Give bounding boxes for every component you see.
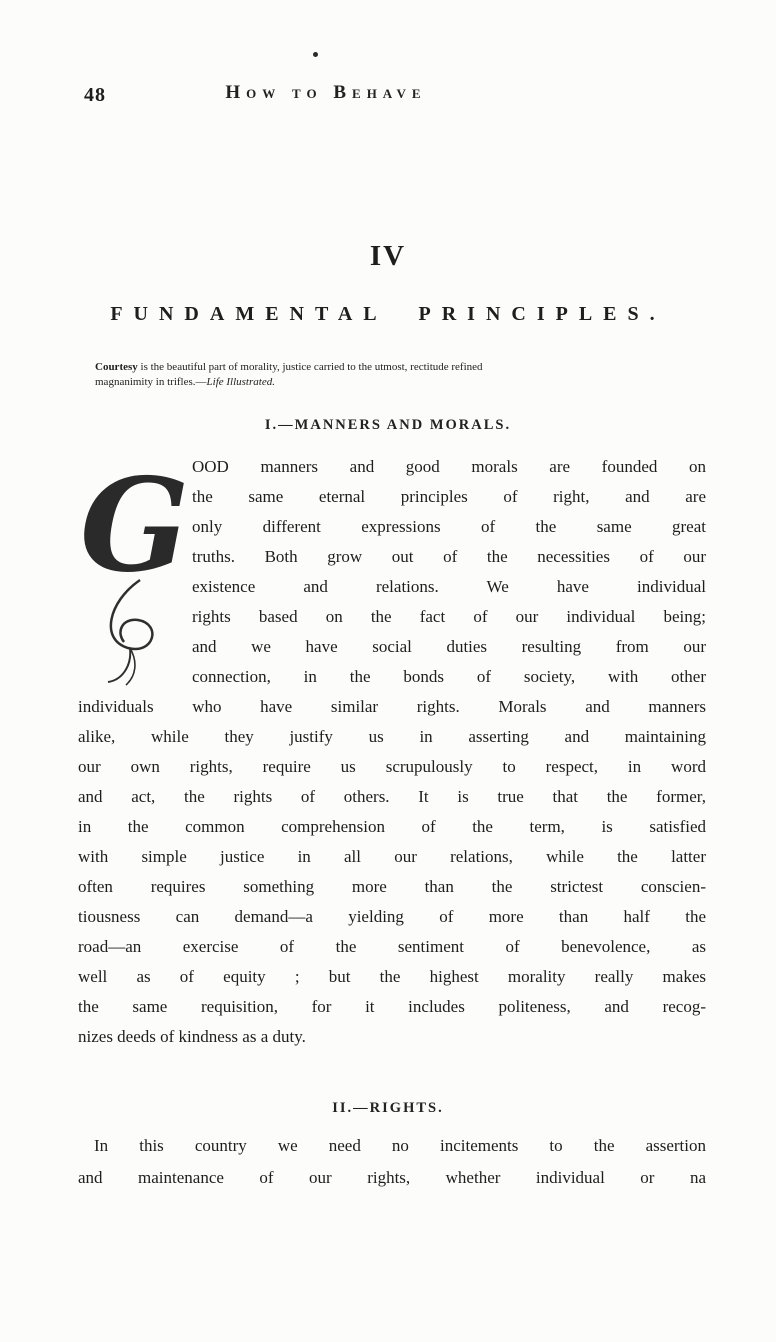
- text-line: the same requisition, for it includes politeness, and recog-: [78, 997, 706, 1016]
- epigraph-source: Life Illustrated.: [206, 376, 275, 388]
- opening-paragraph: [78, 452, 706, 1052]
- section-heading-rights: II.—RIGHTS.: [332, 1100, 444, 1116]
- text-line: and we have social duties resulting from our: [192, 637, 706, 656]
- chapter-title: FUNDAMENTAL PRINCIPLES.: [110, 303, 666, 325]
- text-line: in the common comprehension of the term, is satisfied: [78, 817, 706, 836]
- text-line: OOD manners and good morals are founded on: [192, 457, 706, 476]
- running-header: How to Behave: [225, 82, 427, 103]
- epigraph-line1: is the beautiful part of morality, justice carried to the utmost, rectitude refined: [137, 361, 483, 373]
- text-line: well as of equity ; but the highest morality really makes: [78, 967, 706, 986]
- text-line: often requires something more than the strictest conscien-: [78, 877, 706, 896]
- text-line: and act, the rights of others. It is true that the former,: [78, 787, 706, 806]
- drop-cap-engraving-icon: [78, 452, 186, 690]
- text-line: the same eternal principles of right, and are: [192, 487, 706, 506]
- ink-speck: [313, 52, 318, 57]
- page-number: 48: [84, 84, 106, 106]
- text-line: individuals who have similar rights. Morals and manners: [78, 697, 706, 716]
- epigraph-lead-word: Courtesy: [95, 361, 138, 373]
- text-line: truths. Both grow out of the necessities of our: [192, 547, 706, 566]
- svg-text:G: G: [80, 452, 186, 601]
- text-line: our own rights, require us scrupulously to respect, in word: [78, 757, 706, 776]
- full-width-lines: [78, 692, 706, 1022]
- text-line: alike, while they justify us in asserting and maintaining: [78, 727, 706, 746]
- section-heading-manners-and-morals: I.—MANNERS AND MORALS.: [264, 417, 512, 433]
- text-line: In this country we need no incitements to the assertion: [94, 1136, 706, 1155]
- paragraph-closing-line: nizes deeds of kindness as a duty.: [78, 1027, 306, 1046]
- text-line: tiousness can demand—a yielding of more than half the: [78, 907, 706, 926]
- chapter-numeral: IV: [369, 240, 407, 272]
- text-line: with simple justice in all our relations, while the latter: [78, 847, 706, 866]
- text-line: only different expressions of the same great: [192, 517, 706, 536]
- text-line: and maintenance of our rights, whether individual or na: [78, 1168, 706, 1187]
- epigraph-line2: magnanimity in trifles.—: [95, 376, 207, 388]
- text-line: rights based on the fact of our individual being;: [192, 607, 706, 626]
- ornamental-initial-g: [78, 452, 186, 690]
- text-line: connection, in the bonds of society, with other: [192, 667, 706, 686]
- text-line: existence and relations. We have individual: [192, 577, 706, 596]
- text-line: road—an exercise of the sentiment of benevolence, as: [78, 937, 706, 956]
- epigraph: [95, 360, 706, 390]
- rights-paragraph: [78, 1130, 706, 1194]
